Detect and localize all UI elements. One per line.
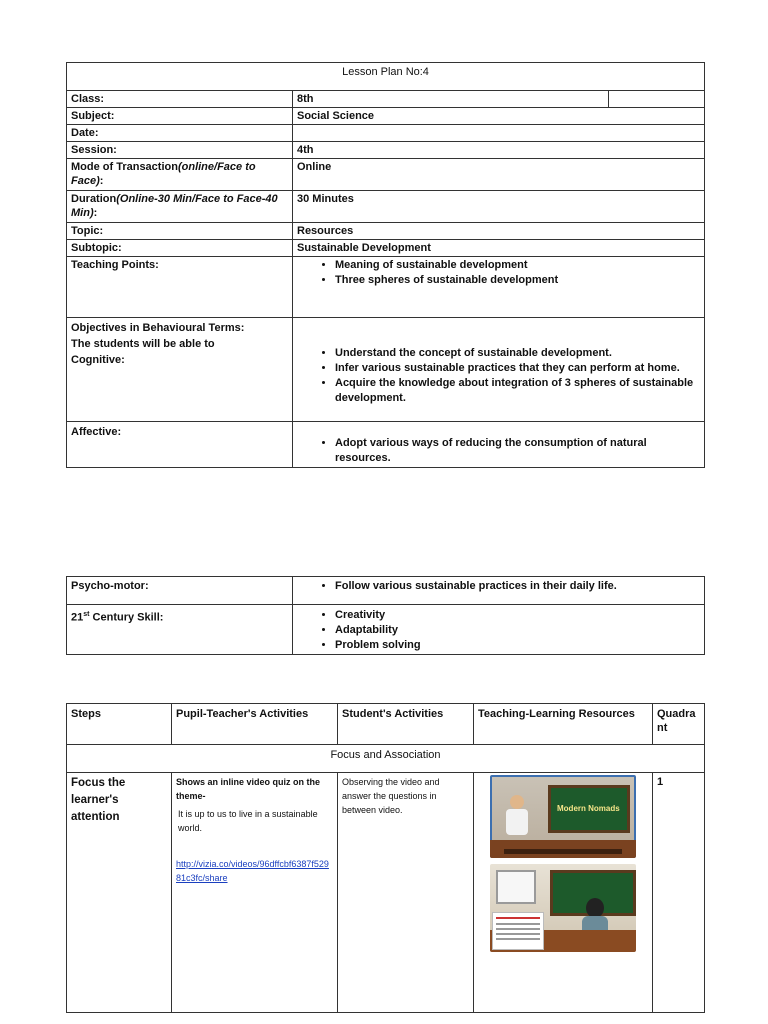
step-focus: Focus the learner's attention (67, 773, 172, 1013)
resources-cell (474, 773, 653, 1013)
steps-table (66, 703, 705, 1013)
session-value: 4th (293, 142, 705, 159)
session-label: Session: (67, 142, 293, 159)
class-value: 8th (293, 91, 609, 108)
header-resources: Teaching-Learning Resources (474, 704, 653, 745)
duration-label: Duration(Online-30 Min/Face to Face-40 Min): (67, 191, 293, 223)
teaching-point: • Meaning of sustainable development (335, 258, 700, 273)
lesson-title: Lesson Plan No:4 (67, 63, 705, 91)
topic-value: Resources (293, 223, 705, 240)
quadrant-value: 1 (653, 773, 705, 1013)
cognitive-points-cell (293, 318, 705, 422)
teaching-points-label: Teaching Points: (67, 257, 293, 318)
class-label: Class: (67, 91, 293, 108)
window-icon (496, 870, 536, 904)
teacher-activity-text: It is up to us to live in a sustainable world. (178, 809, 318, 833)
teacher-figure-icon (510, 795, 524, 809)
psychomotor-cell (293, 577, 705, 605)
subject-label: Subject: (67, 108, 293, 125)
duration-value: 30 Minutes (293, 191, 705, 223)
subtopic-label: Subtopic: (67, 240, 293, 257)
affective-point: • Adopt various ways of reducing the consumption of natural resources. (335, 436, 700, 466)
chalkboard-icon: Modern Nomads (548, 785, 630, 833)
student-activity: Observing the video and answer the questions in between video. (338, 773, 474, 1013)
teaching-points-cell (293, 257, 705, 318)
section-title: Focus and Association (67, 745, 705, 773)
video-thumbnail[interactable] (490, 775, 636, 858)
affective-points-cell (293, 422, 705, 468)
header-steps: Steps (67, 704, 172, 745)
objectives-label: Objectives in Behavioural Terms: The students will be able to Cognitive: (67, 318, 293, 422)
mode-label: Mode of Transaction(online/Face to Face): (67, 159, 293, 191)
century-skill: • Creativity (335, 608, 700, 623)
teaching-point: • Three spheres of sustainable development (335, 273, 700, 288)
century-skill: • Problem solving (335, 638, 700, 653)
caption-bar-icon (504, 849, 622, 854)
century-skill-cell (293, 605, 705, 655)
skills-table (66, 576, 705, 655)
date-value (293, 125, 705, 142)
date-label: Date: (67, 125, 293, 142)
topic-label: Topic: (67, 223, 293, 240)
cognitive-point: • Understand the concept of sustainable development. (335, 346, 700, 361)
century-skill-label: 21st Century Skill: (67, 605, 293, 655)
teacher-activity-cell (172, 773, 338, 1013)
header-quadrant: Quadrant (653, 704, 705, 745)
header-student: Student's Activities (338, 704, 474, 745)
quiz-panel-icon (492, 912, 544, 950)
quiz-thumbnail[interactable] (490, 864, 636, 952)
cognitive-point: • Infer various sustainable practices that they can perform at home. (335, 361, 700, 376)
affective-label: Affective: (67, 422, 293, 468)
cognitive-point: • Acquire the knowledge about integration of 3 spheres of sustainable development. (335, 376, 700, 406)
psychomotor-label: Psycho-motor: (67, 577, 293, 605)
video-link[interactable]: http://vizia.co/videos/96dffcbf6387f52981c3fc/share (176, 859, 329, 883)
lesson-details-table (66, 62, 705, 468)
subtopic-value: Sustainable Development (293, 240, 705, 257)
header-teacher: Pupil-Teacher's Activities (172, 704, 338, 745)
century-skill: • Adaptability (335, 623, 700, 638)
class-extra-cell (609, 91, 705, 108)
psychomotor-point: • Follow various sustainable practices in their daily life. (335, 579, 700, 594)
mode-value: Online (293, 159, 705, 191)
subject-value: Social Science (293, 108, 705, 125)
student-figure-icon (586, 898, 604, 918)
teacher-activity-title: Shows an inline video quiz on the theme- (176, 777, 321, 801)
teacher-body-icon (506, 809, 528, 835)
